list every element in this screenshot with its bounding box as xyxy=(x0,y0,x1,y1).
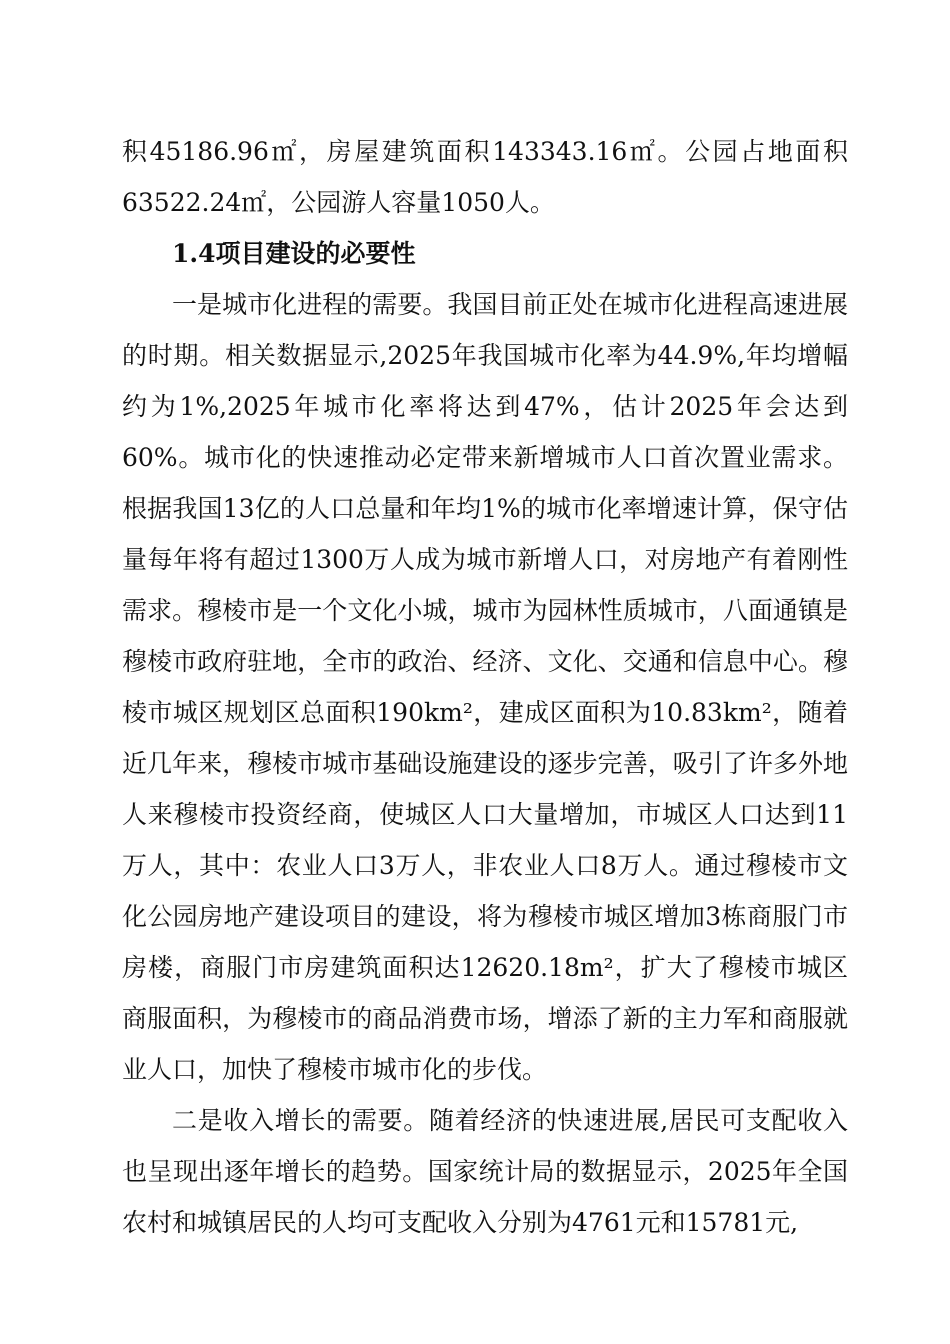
paragraph-urbanization: 一是城市化进程的需要。我国目前正处在城市化进程高速进展的时期。相关数据显示,2025年我国城市化率为44.9%,年均增幅约为1%,2025年城市化率将达到47%，估计2025年会达到60%。城市化的快速推动必定带来新增城市人口首次置业需求。根据我国13亿的人口总量和年均1%的城市化率增速计算，保守估量每年将有超过1300万人成为城市新增人口，对房地产有着刚性需求。穆棱市是一个文化小城，城市为园林性质城市，八面通镇是穆棱市政府驻地，全市的政治、经济、文化、交通和信息中心。穆棱市城区规划区总面积190km²，建成区面积为10.83km²，随着近几年来，穆棱市城市基础设施建设的逐步完善，吸引了许多外地人来穆棱市投资经商，使城区人口大量增加，市城区人口达到11万人，其中：农业人口3万人，非农业人口8万人。通过穆棱市文化公园房地产建设项目的建设，将为穆棱市城区增加3栋商服门市房楼，商服门市房建筑面积达12620.18m²，扩大了穆棱市城区商服面积，为穆棱市的商品消费市场，增添了新的主力军和商服就业人口，加快了穆棱市城市化的步伐。 xyxy=(122,290,848,1084)
paragraph-continuation: 积45186.96㎡，房屋建筑面积143343.16㎡。公园占地面积63522.24㎡，公园游人容量1050人。 xyxy=(122,137,848,217)
paragraph-income: 二是收入增长的需要。随着经济的快速进展,居民可支配收入也呈现出逐年增长的趋势。国家统计局的数据显示，2025年全国农村和城镇居民的人均可支配收入分别为4761元和15781元, xyxy=(122,1106,848,1237)
section-heading: 1.4项目建设的必要性 xyxy=(172,239,416,268)
document-page xyxy=(122,126,848,1248)
